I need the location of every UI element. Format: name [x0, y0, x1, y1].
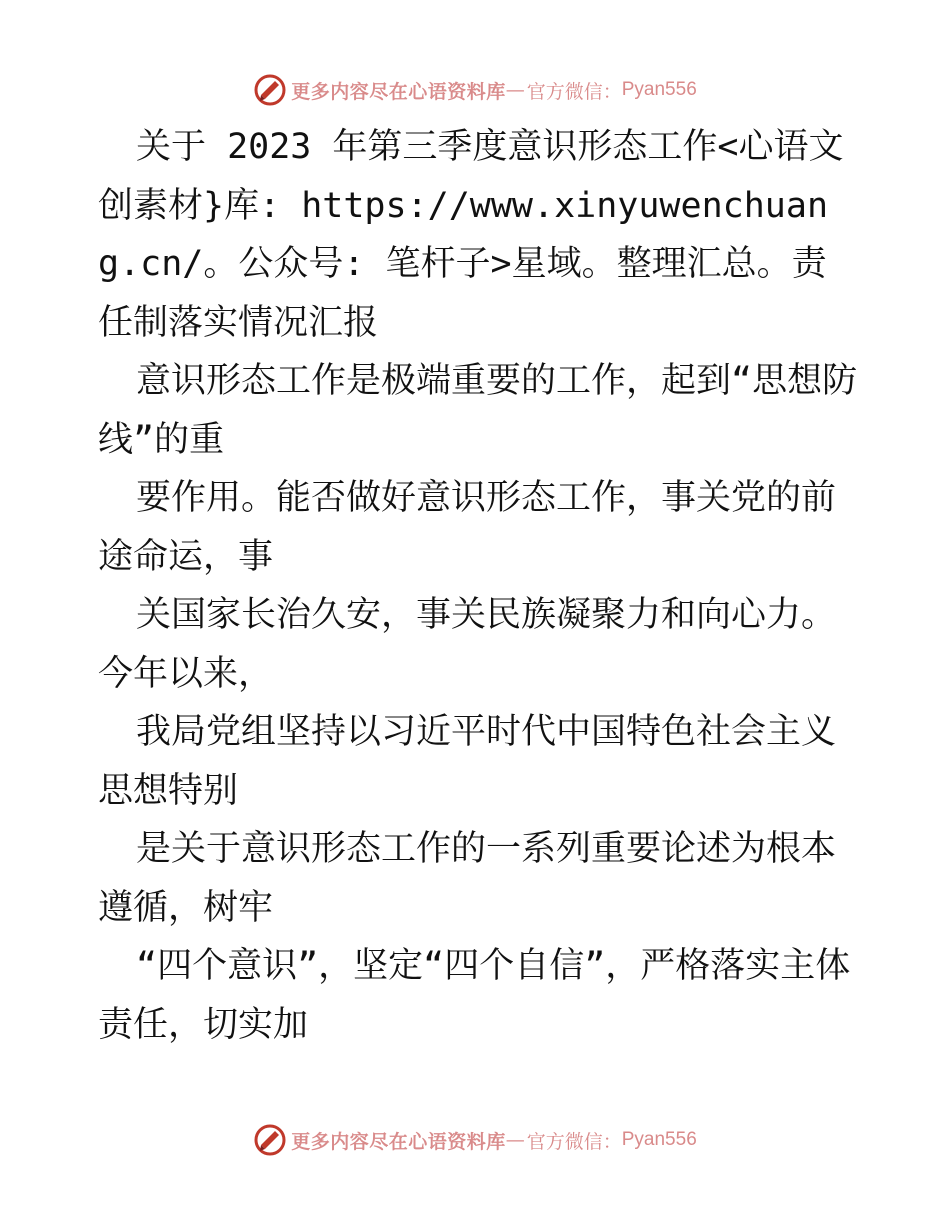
- paragraph: “四个意识”，坚定“四个自信”，严格落实主体责任，切实加: [98, 946, 851, 1045]
- pen-logo-icon: [253, 73, 287, 107]
- header-wechat-id: Pyan556: [621, 79, 697, 100]
- paragraph: 要作用。能否做好意识形态工作，事关党的前途命运，事: [98, 478, 837, 577]
- footer-site-text: 更多内容尽在心语资料库: [291, 1130, 506, 1153]
- footer-wechat-id: Pyan556: [621, 1129, 697, 1150]
- header-dash: —: [505, 79, 525, 101]
- footer-wechat-label: 官方微信：: [526, 1130, 622, 1153]
- paragraph-title: 关于 2023 年第三季度意识形态工作<心语文创素材}库: https://www.xinyuwenchuang.cn/。公众号: 笔杆子>星域。整理汇总。责任制落实情况汇报: [98, 127, 844, 343]
- pen-logo-icon: [253, 1123, 287, 1157]
- footer-banner: [0, 1120, 950, 1160]
- document-body: [98, 118, 858, 1054]
- paragraph: 我局党组坚持以习近平时代中国特色社会主义思想特别: [98, 712, 837, 811]
- footer-dash: —: [505, 1129, 525, 1151]
- paragraph: 关国家长治久安，事关民族凝聚力和向心力。今年以来，: [98, 595, 837, 694]
- header-site-text: 更多内容尽在心语资料库: [291, 80, 506, 103]
- paragraph: 意识形态工作是极端重要的工作，起到“思想防线”的重: [98, 361, 858, 460]
- header-banner: [0, 70, 950, 110]
- paragraph: 是关于意识形态工作的一系列重要论述为根本遵循，树牢: [98, 829, 837, 928]
- header-wechat-label: 官方微信：: [526, 80, 622, 103]
